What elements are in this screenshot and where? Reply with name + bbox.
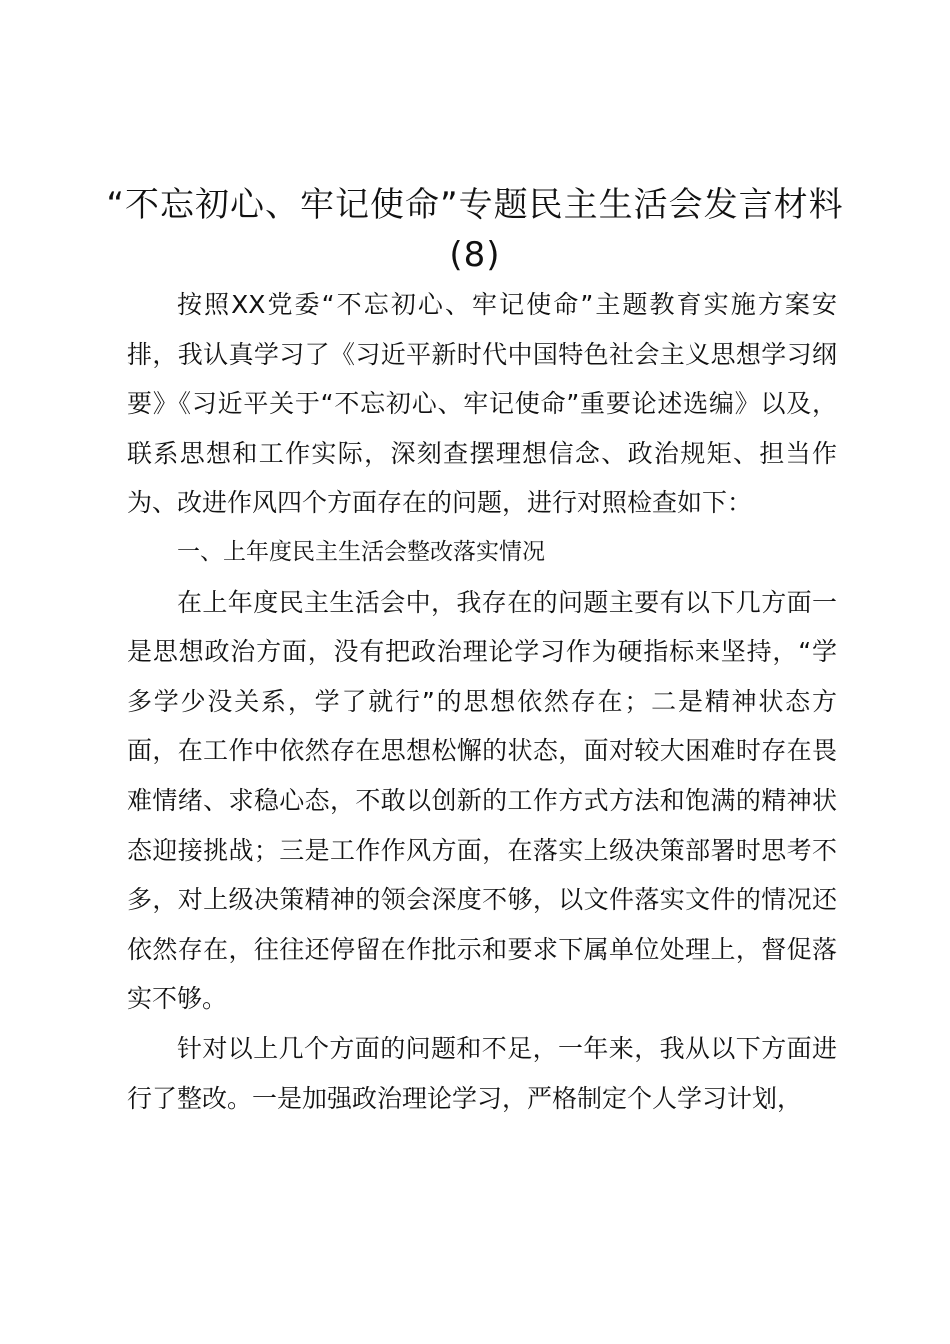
document-title: “不忘初心、牢记使命”专题民主生活会发言材料(8) [106,185,844,275]
document-body [127,280,837,1123]
intro-paragraph: 按照XX党委“不忘初心、牢记使命”主题教育实施方案安排，我认真学习了《习近平新时代中国特色社会主义思想学习纲要》《习近平关于“不忘初心、牢记使命”重要论述选编》以及，联系思想和工作实际，深刻查摆理想信念、政治规矩、担当作为、改进作风四个方面存在的问题，进行对照检查如下： [127,290,837,518]
section-heading: 一、上年度民主生活会整改落实情况 [177,538,545,565]
problems-paragraph: 在上年度民主生活会中，我存在的问题主要有以下几方面一是思想政治方面，没有把政治理论学习作为硬指标来坚持，“学多学少没关系，学了就行”的思想依然存在；二是精神状态方面，在工作中依然存在思想松懈的状态，面对较大困难时存在畏难情绪、求稳心态，不敢以创新的工作方式方法和饱满的精神状态迎接挑战；三是工作作风方面，在落实上级决策部署时思考不多，对上级决策精神的领会深度不够，以文件落实文件的情况还依然存在，往往还停留在作批示和要求下属单位处理上，督促落实不够。 [127,587,837,1014]
rectification-paragraph: 针对以上几个方面的问题和不足，一年来，我从以下方面进行了整改。一是加强政治理论学习，严格制定个人学习计划， [127,1033,837,1113]
